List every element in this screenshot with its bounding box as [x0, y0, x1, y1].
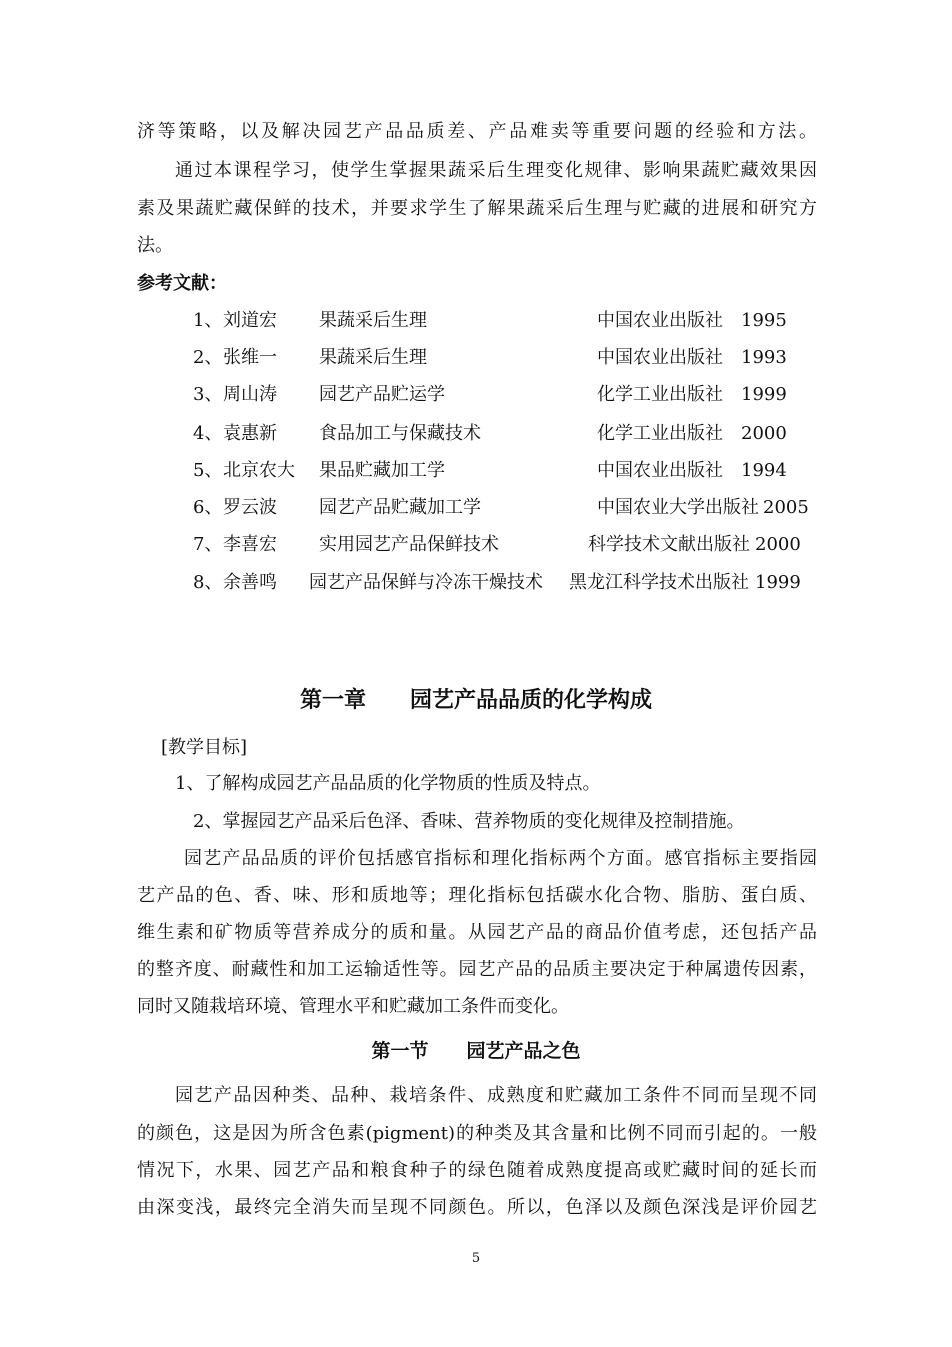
chapter-paragraph-line: 的整齐度、耐藏性和加工运输适性等。园艺产品的品质主要决定于种属遗传因素，: [137, 959, 817, 980]
references-heading: 参考文献：: [137, 273, 227, 294]
section-paragraph-line: 由深变浅，最终完全消失而呈现不同颜色。所以，色泽以及颜色深浅是评价园艺: [137, 1197, 817, 1218]
reference-author: 周山涛: [223, 384, 277, 405]
reference-publisher: 化学工业出版社: [597, 384, 723, 405]
reference-number: 2、: [193, 347, 223, 368]
chapter-paragraph-line: 同时又随栽培环境、管理水平和贮藏加工条件而变化。: [137, 996, 569, 1017]
reference-item: [0, 346, 952, 370]
reference-title: 食品加工与保藏技术: [319, 423, 481, 444]
reference-title: 园艺产品保鲜与冷冻干燥技术: [309, 572, 543, 593]
reference-author: 刘道宏: [223, 310, 277, 331]
reference-author: 北京农大: [223, 460, 295, 481]
reference-publisher: 中国农业大学出版社: [597, 497, 759, 518]
reference-number: 6、: [193, 497, 223, 518]
reference-number: 3、: [193, 384, 223, 405]
reference-publisher: 黑龙江科学技术出版社: [569, 572, 749, 593]
reference-item: [0, 496, 952, 520]
reference-publisher: 科学技术文献出版社: [588, 534, 750, 555]
intro-line: 素及果蔬贮藏保鲜的技术，并要求学生了解果蔬采后生理与贮藏的进展和研究方: [137, 198, 817, 219]
page-number: 5: [471, 1251, 481, 1266]
reference-author: 张维一: [223, 347, 277, 368]
intro-line: 法。: [137, 235, 173, 256]
reference-year: 2000: [755, 534, 801, 555]
reference-author: 李喜宏: [223, 534, 277, 555]
section-paragraph-line: 情况下，水果、园艺产品和粮食种子的绿色随着成熟度提高或贮藏时间的延长而: [137, 1160, 817, 1181]
reference-number: 1、: [193, 310, 223, 331]
reference-title: 果蔬采后生理: [319, 347, 427, 368]
section-paragraph-line: 园艺产品因种类、品种、栽培条件、成熟度和贮藏加工条件不同而呈现不同: [175, 1085, 817, 1106]
reference-number: 5、: [193, 460, 223, 481]
reference-year: 1999: [741, 384, 787, 405]
reference-year: 1994: [741, 460, 787, 481]
reference-year: 1993: [741, 347, 787, 368]
reference-item: [0, 309, 952, 333]
reference-publisher: 中国农业出版社: [597, 460, 723, 481]
reference-title: 果品贮藏加工学: [319, 460, 445, 481]
chapter-paragraph-line: 艺产品的色、香、味、形和质地等；理化指标包括碳水化合物、脂肪、蛋白质、: [137, 885, 817, 906]
reference-item: [0, 383, 952, 407]
chapter-paragraph-line: 维生素和矿物质等营养成分的质和量。从园艺产品的商品价值考虑，还包括产品: [137, 922, 817, 943]
reference-year: 1999: [755, 572, 801, 593]
objective-item: 1、了解构成园艺产品品质的化学物质的性质及特点。: [175, 773, 601, 794]
reference-item: [0, 422, 952, 446]
section-title: 第一节 园艺产品之色: [371, 1040, 581, 1062]
reference-year: 2005: [763, 497, 809, 518]
reference-item: [0, 459, 952, 483]
reference-author: 罗云波: [223, 497, 277, 518]
reference-year: 1995: [741, 310, 787, 331]
reference-author: 袁惠新: [223, 423, 277, 444]
reference-publisher: 化学工业出版社: [597, 423, 723, 444]
reference-publisher: 中国农业出版社: [597, 347, 723, 368]
reference-year: 2000: [741, 423, 787, 444]
reference-number: 7、: [193, 534, 223, 555]
objective-item: 2、掌握园艺产品采后色泽、香味、营养物质的变化规律及控制措施。: [193, 811, 745, 832]
reference-title: 果蔬采后生理: [319, 310, 427, 331]
reference-title: 园艺产品贮藏加工学: [319, 497, 481, 518]
intro-line: 通过本课程学习，使学生掌握果蔬采后生理变化规律、影响果蔬贮藏效果因: [175, 160, 817, 181]
reference-title: 园艺产品贮运学: [319, 384, 445, 405]
section-paragraph-line: 的颜色，这是因为所含色素(pigment)的种类及其含量和比例不同而引起的。一般: [137, 1123, 817, 1144]
reference-item: [0, 571, 952, 595]
reference-item: [0, 533, 952, 557]
chapter-paragraph-line: 园艺产品品质的评价包括感官指标和理化指标两个方面。感官指标主要指园: [184, 848, 817, 869]
chapter-title: 第一章 园艺产品品质的化学构成: [299, 688, 652, 713]
reference-publisher: 中国农业出版社: [597, 310, 723, 331]
intro-line: 济等策略，以及解决园艺产品品质差、产品难卖等重要问题的经验和方法。: [137, 121, 817, 142]
reference-title: 实用园艺产品保鲜技术: [319, 534, 499, 555]
reference-author: 余善鸣: [223, 572, 277, 593]
reference-number: 4、: [193, 423, 223, 444]
objectives-label: [教学目标]: [161, 737, 248, 758]
reference-number: 8、: [193, 572, 223, 593]
